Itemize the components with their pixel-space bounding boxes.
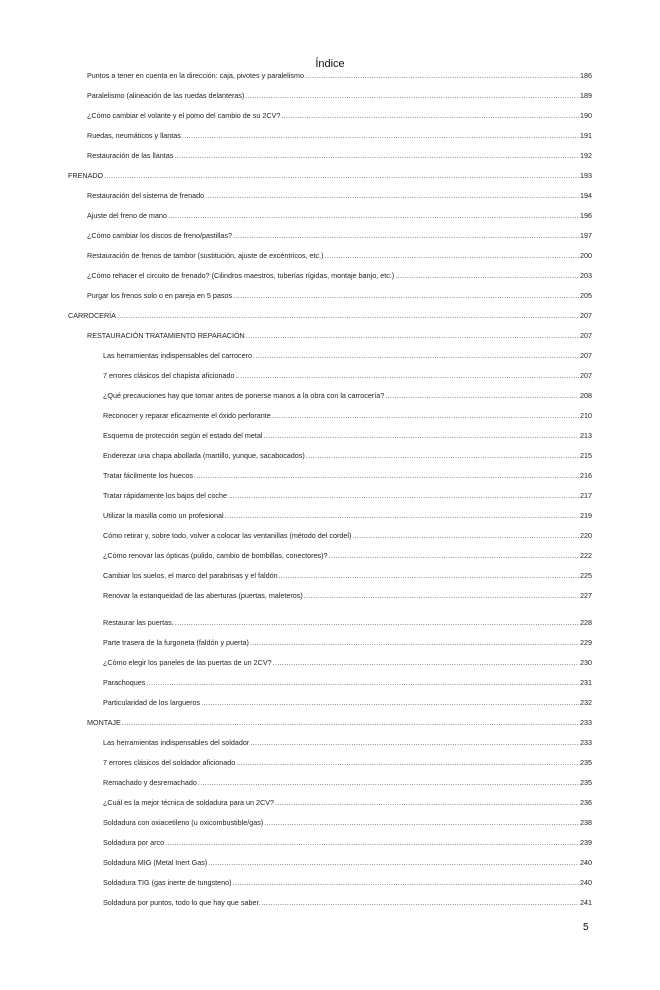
toc-entry-title: Restauración del sistema de frenado — [87, 191, 205, 200]
toc-entry-page: 186 — [580, 71, 592, 80]
toc-entry-page: 207 — [580, 331, 592, 340]
toc-entry-page: 192 — [580, 151, 592, 160]
toc-entry[interactable] — [87, 131, 592, 141]
toc-entry[interactable] — [103, 511, 592, 521]
toc-entry-page: 207 — [580, 311, 592, 320]
toc-entry-title: ¿Cómo elegir los paneles de las puertas de un 2CV? — [103, 658, 272, 667]
toc-leader — [233, 231, 579, 241]
toc-leader — [304, 591, 579, 601]
toc-entry-title: Cómo retirar y, sobre todo, volver a colocar las ventanillas (método del cordel) — [103, 531, 352, 540]
toc-leader — [305, 71, 579, 81]
toc-entry[interactable] — [103, 818, 592, 828]
toc-entry[interactable] — [103, 698, 592, 708]
toc-leader — [236, 758, 579, 768]
toc-entry[interactable] — [103, 371, 592, 381]
toc-entry-page: 231 — [580, 678, 592, 687]
toc-leader — [352, 531, 579, 541]
toc-entry-title: MONTAJE — [87, 718, 121, 727]
toc-leader — [168, 211, 579, 221]
toc-entry-title: Renovar la estanqueidad de las aberturas (puertas, maleteros) — [103, 591, 303, 600]
toc-entry-title: Soldadura con oxiacetileno (u oxicombustible/gas) — [103, 818, 264, 827]
toc-entry[interactable] — [103, 591, 592, 601]
toc-entry-title: Puntos a tener en cuenta en la dirección: caja, pivotes y paralelismo — [87, 71, 304, 80]
toc-entry-title: ¿Cuál es la mejor técnica de soldadura para un 2CV? — [103, 798, 274, 807]
toc-entry-page: 189 — [580, 91, 592, 100]
toc-entry-title: ¿Cómo cambiar los discos de freno/pastillas? — [87, 231, 233, 240]
toc-entry-title: Ajuste del freno de mano — [87, 211, 167, 220]
toc-entry[interactable] — [87, 111, 592, 121]
toc-leader — [246, 331, 579, 341]
toc-entry-page: 220 — [580, 531, 592, 540]
toc-entry-page: 227 — [580, 591, 592, 600]
toc-leader — [233, 291, 579, 301]
toc-leader — [261, 898, 579, 908]
toc-leader — [208, 858, 579, 868]
toc-entry-title: Restauración de frenos de tambor (sustitución, ajuste de excéntricos, etc.) — [87, 251, 324, 260]
toc-entry-title: Tratar rápidamente los bajos del coche — [103, 491, 227, 500]
toc-entry[interactable] — [103, 491, 592, 501]
toc-leader — [117, 311, 579, 321]
toc-leader — [228, 491, 579, 501]
toc-entry-page: 228 — [580, 618, 592, 627]
toc-entry[interactable] — [103, 798, 592, 808]
toc-entry[interactable] — [87, 191, 592, 201]
toc-section[interactable] — [68, 311, 592, 321]
toc-leader — [182, 131, 579, 141]
toc-entry[interactable] — [103, 431, 592, 441]
toc-leader — [264, 818, 579, 828]
toc-entry[interactable] — [103, 411, 592, 421]
toc-entry[interactable] — [87, 91, 592, 101]
toc-entry[interactable] — [87, 271, 592, 281]
toc-entry-page: 225 — [580, 571, 592, 580]
toc-entry-title: Parte trasera de la furgoneta (faldón y puerta) — [103, 638, 249, 647]
toc-leader — [194, 471, 579, 481]
toc-entry-title: FRENADO — [68, 171, 104, 180]
toc-entry-page: 193 — [580, 171, 592, 180]
toc-entry[interactable] — [103, 618, 592, 628]
toc-entry-title: Soldadura MIG (Metal Inert Gas) — [103, 858, 208, 867]
toc-entry[interactable] — [103, 551, 592, 561]
toc-entry-title: 7 errores clásicos del soldador aficionado — [103, 758, 236, 767]
toc-leader — [250, 738, 579, 748]
toc-entry-page: 222 — [580, 551, 592, 560]
toc-entry-title: Restauración de las llantas — [87, 151, 174, 160]
toc-entry-page: 219 — [580, 511, 592, 520]
toc-leader — [275, 798, 579, 808]
toc-entry-page: 200 — [580, 251, 592, 260]
toc-entry-title: Enderezar una chapa abollada (martillo, yunque, sacabocados) — [103, 451, 305, 460]
toc-entry-title: Parachoques — [103, 678, 146, 687]
toc-leader — [225, 511, 579, 521]
toc-leader — [281, 111, 579, 121]
toc-entry[interactable] — [87, 71, 592, 81]
toc-leader — [198, 778, 579, 788]
toc-entry-page: 239 — [580, 838, 592, 847]
toc-leader — [385, 391, 579, 401]
toc-entry-title: ¿Cómo renovar las ópticas (pulido, cambio de bombillas, conectores)? — [103, 551, 328, 560]
toc-entry-page: 190 — [580, 111, 592, 120]
toc-entry-page: 194 — [580, 191, 592, 200]
toc-leader — [175, 618, 579, 628]
toc-entry-page: 210 — [580, 411, 592, 420]
toc-entry-title: Esquema de protección según el estado del metal — [103, 431, 263, 440]
toc-subsection[interactable] — [87, 718, 592, 728]
toc-entry-page: 233 — [580, 738, 592, 747]
toc-entry[interactable] — [103, 351, 592, 361]
toc-entry-title: Soldadura por puntos, todo lo que hay que saber. — [103, 898, 261, 907]
toc-entry-title: Soldadura por arco — [103, 838, 165, 847]
toc-leader — [250, 638, 579, 648]
toc-entry[interactable] — [87, 251, 592, 261]
toc-entry-title: Las herramientas indispensables del carrocero — [103, 351, 253, 360]
toc-entry-page: 236 — [580, 798, 592, 807]
toc-leader — [279, 571, 579, 581]
toc-entry-page: 207 — [580, 351, 592, 360]
toc-leader — [235, 371, 579, 381]
toc-entry[interactable] — [103, 838, 592, 848]
toc-leader — [245, 91, 579, 101]
toc-entry-title: Cambiar los suelos, el marco del parabrisas y el faldón — [103, 571, 278, 580]
toc-entry-title: Paralelismo (alineación de las ruedas delanteras) — [87, 91, 245, 100]
toc-entry-page: 197 — [580, 231, 592, 240]
toc-entry-title: Ruedas, neumáticos y llantas — [87, 131, 181, 140]
toc-entry-page: 235 — [580, 758, 592, 767]
toc-entry[interactable] — [103, 778, 592, 788]
toc-entry-title: Purgar los frenos solo o en pareja en 5 pasos — [87, 291, 233, 300]
toc-entry-page: 217 — [580, 491, 592, 500]
toc-entry[interactable] — [103, 471, 592, 481]
toc-entry-title: 7 errores clásicos del chapista aficionado — [103, 371, 235, 380]
toc-entry-page: 233 — [580, 718, 592, 727]
toc-entry[interactable] — [87, 291, 592, 301]
toc-entry[interactable] — [87, 231, 592, 241]
toc-entry[interactable] — [103, 658, 592, 668]
toc-entry-page: 216 — [580, 471, 592, 480]
toc-entry-page: 232 — [580, 698, 592, 707]
toc-entry-page: 240 — [580, 878, 592, 887]
toc-entry-page: 213 — [580, 431, 592, 440]
toc-leader — [395, 271, 579, 281]
toc-entry-page: 215 — [580, 451, 592, 460]
toc-entry-page: 207 — [580, 371, 592, 380]
toc-entry-title: CARROCERÍA — [68, 311, 116, 320]
toc-leader — [325, 251, 579, 261]
toc-leader — [306, 451, 579, 461]
toc-entry-page: 241 — [580, 898, 592, 907]
toc-entry-title: Las herramientas indispensables del soldador — [103, 738, 250, 747]
toc-entry-page: 203 — [580, 271, 592, 280]
toc-entry-title: Particularidad de los largueros — [103, 698, 201, 707]
toc-entry-page: 205 — [580, 291, 592, 300]
toc-entry[interactable] — [103, 758, 592, 768]
toc-section[interactable] — [68, 171, 592, 181]
toc-leader — [165, 838, 579, 848]
toc-entry-page: 240 — [580, 858, 592, 867]
toc-entry[interactable] — [87, 211, 592, 221]
toc-entry-title: ¿Cómo rehacer el circuito de frenado? (Cilindros maestros, tuberías rígidas, montaje banjo, etc.) — [87, 271, 395, 280]
toc-entry-page: 191 — [580, 131, 592, 140]
toc-leader — [233, 878, 579, 888]
page-number: 5 — [583, 922, 589, 933]
toc-entry[interactable] — [103, 678, 592, 688]
toc-entry-title: ¿Qué precauciones hay que tomar antes de ponerse manos a la obra con la carrocería? — [103, 391, 385, 400]
toc-leader — [122, 718, 579, 728]
toc-entry[interactable] — [103, 531, 592, 541]
toc-entry-title: Reconocer y reparar eficazmente el óxido perforante — [103, 411, 271, 420]
toc-leader — [253, 351, 579, 361]
toc-entry-page: 196 — [580, 211, 592, 220]
toc-entry[interactable] — [103, 878, 592, 888]
toc-entry[interactable] — [103, 451, 592, 461]
toc-entry[interactable] — [87, 151, 592, 161]
toc-entry-page: 238 — [580, 818, 592, 827]
toc-entry[interactable] — [103, 391, 592, 401]
toc-leader — [174, 151, 579, 161]
toc-leader — [104, 171, 579, 181]
toc-entry-title: Restaurar las puertas. — [103, 618, 174, 627]
toc-entry-title: RESTAURACIÓN TRATAMIENTO REPARACIÓN — [87, 331, 245, 340]
toc-leader — [263, 431, 579, 441]
toc-entry-title: Soldadura TIG (gas inerte de tungsteno) — [103, 878, 232, 887]
toc-leader — [205, 191, 579, 201]
toc-entry[interactable] — [103, 898, 592, 908]
toc-leader — [272, 411, 579, 421]
toc-entry-page: 235 — [580, 778, 592, 787]
toc-entry[interactable] — [103, 571, 592, 581]
page-title: Índice — [315, 58, 345, 70]
toc-entry-page: 229 — [580, 638, 592, 647]
toc-entry-title: Utilizar la masilla como un profesional — [103, 511, 224, 520]
toc-entry-title: Remachado y desremachado — [103, 778, 197, 787]
toc-entry-title: Tratar fácilmente los huecos — [103, 471, 194, 480]
toc-leader — [201, 698, 579, 708]
toc-entry-title: ¿Cómo cambiar el volante y el pomo del cambio de su 2CV? — [87, 111, 281, 120]
toc-leader — [273, 658, 579, 668]
toc-subsection[interactable] — [87, 331, 592, 341]
toc-entry-page: 208 — [580, 391, 592, 400]
toc-leader — [329, 551, 579, 561]
toc-leader — [146, 678, 579, 688]
toc-entry[interactable] — [103, 858, 592, 868]
toc-entry[interactable] — [103, 638, 592, 648]
toc-entry[interactable] — [103, 738, 592, 748]
toc-entry-page: 230 — [580, 658, 592, 667]
